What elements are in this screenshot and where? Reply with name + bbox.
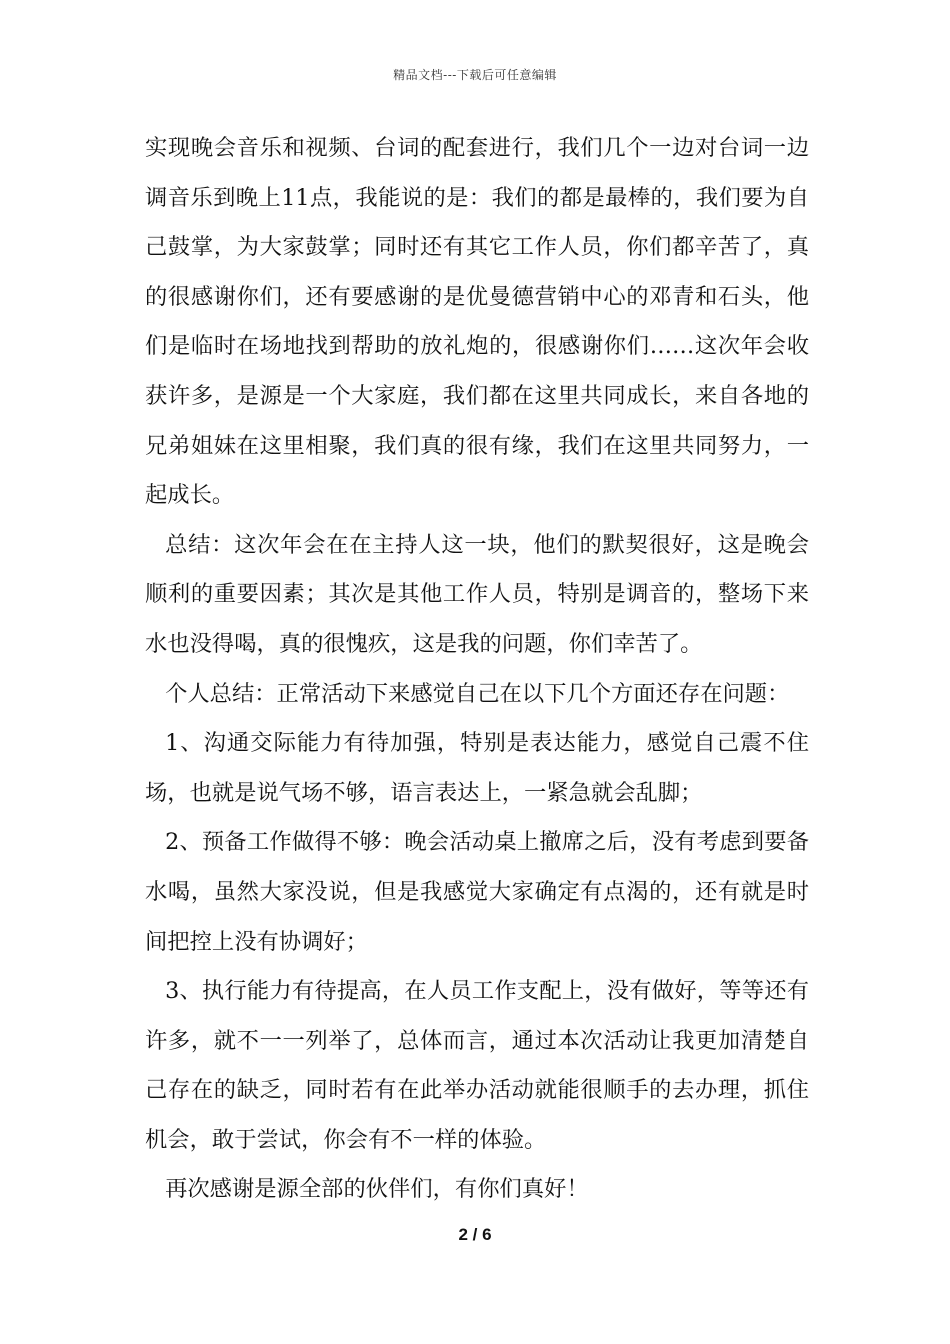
page-number: 2 / 6 <box>458 1225 492 1244</box>
paragraph: 实现晚会音乐和视频、台词的配套进行，我们几个一边对台词一边调音乐到晚上11点，我能说的是：我们的都是最棒的，我们要为自己鼓掌，为大家鼓掌；同时还有其它工作人员，你们都辛苦了，真的很感谢你们，还有要感谢的是优曼德营销中心的邓青和石头，他们是临时在场地找到帮助的放礼炮的，很感谢你们……这次年会收获许多，是源是一个大家庭，我们都在这里共同成长，来自各地的兄弟姐妹在这里相聚，我们真的很有缘，我们在这里共同努力，一起成长。 <box>145 135 809 509</box>
paragraph: 再次感谢是源全部的伙伴们，有你们真好！ <box>165 1176 589 1203</box>
paragraph: 总结：这次年会在在主持人这一块，他们的默契很好，这是晚会顺利的重要因素；其次是其他工作人员，特别是调音的，整场下来水也没得喝，真的很愧疚，这是我的问题，你们幸苦了。 <box>145 531 809 657</box>
page-header: 精品文档---下载后可任意编辑 <box>393 68 557 82</box>
paragraph: 2、预备工作做得不够：晚会活动桌上撤席之后，没有考虑到要备水喝，虽然大家没说，但是我感觉大家确定有点渴的，还有就是时间把控上没有协调好； <box>145 829 809 955</box>
paragraph: 1、沟通交际能力有待加强，特别是表达能力，感觉自己震不住场，也就是说气场不够，语言表达上，一紧急就会乱脚； <box>145 730 809 806</box>
document-body <box>145 124 809 1215</box>
paragraph: 3、执行能力有待提高，在人员工作支配上，没有做好，等等还有许多，就不一一列举了，总体而言，通过本次活动让我更加清楚自己存在的缺乏，同时若有在此举办活动就能很顺手的去办理，抓住机会，敢于尝试，你会有不一样的体验。 <box>145 978 809 1153</box>
paragraph: 个人总结：正常活动下来感觉自己在以下几个方面还存在问题： <box>165 680 790 707</box>
